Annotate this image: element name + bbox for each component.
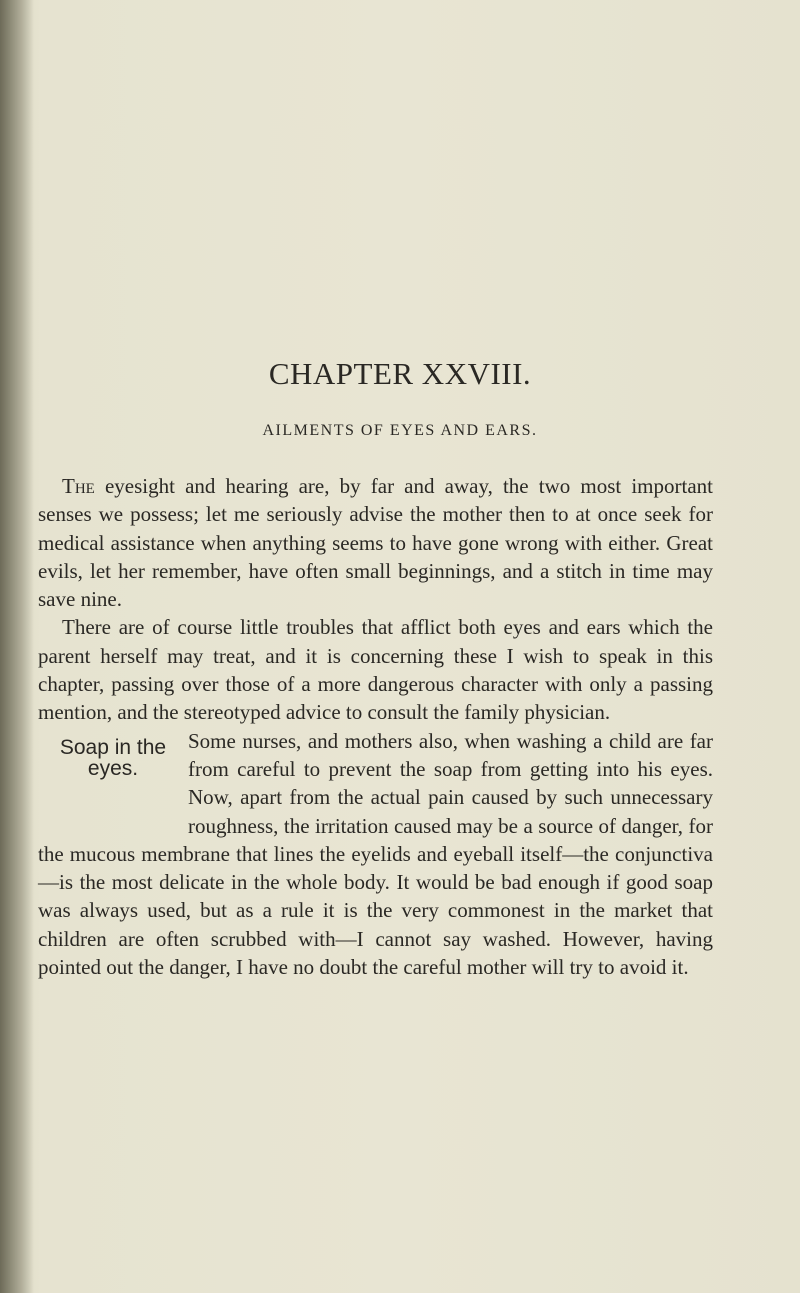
- paragraph-1: [38, 472, 713, 613]
- paragraph-1-lead-word: The: [62, 474, 95, 498]
- margin-note-line-1: Soap in the: [59, 735, 167, 759]
- book-spine-shadow: [0, 0, 34, 1293]
- margin-note: [38, 737, 188, 815]
- chapter-title: CHAPTER XXVIII.: [268, 356, 532, 391]
- paragraph-2: There are of course little troubles that afflict both eyes and ears which the parent herself may treat, and it is concerning these I wish to speak in this chapter, passing over those of a more dangerous character with only a passing mention, and the stereotyped advice to consult the family physician.: [38, 615, 713, 725]
- margin-note-line-2: eyes.: [87, 756, 139, 780]
- paragraph-1-text: eyesight and hearing are, by far and away, the two most important senses we possess; let me seriously advise the mother then to at once seek for medical assistance when anything seems to have gone wrong with either. Great evils, let her remember, have often small beginnings, and a stitch in time may save nine.: [38, 474, 713, 612]
- paragraph-3: Some nurses, and mothers also, when washing a child are far from careful to prevent the soap from getting into his eyes. Now, apart from the actual pain caused by such unnecessary roughness, the irritation caused may be a source of danger, for the mucous membrane that lines the eyelids and eyeball itself—the conjunctiva—is the most delicate in the whole body. It would be bad enough if good soap was always used, but as a rule it is the very commonest in the market that children are often scrubbed with—I cannot say washed. However, having pointed out the danger, I have no doubt the careful mother will try to avoid it.: [38, 728, 713, 980]
- chapter-body: [38, 472, 713, 981]
- chapter-subtitle: AILMENTS OF EYES AND EARS.: [262, 422, 538, 439]
